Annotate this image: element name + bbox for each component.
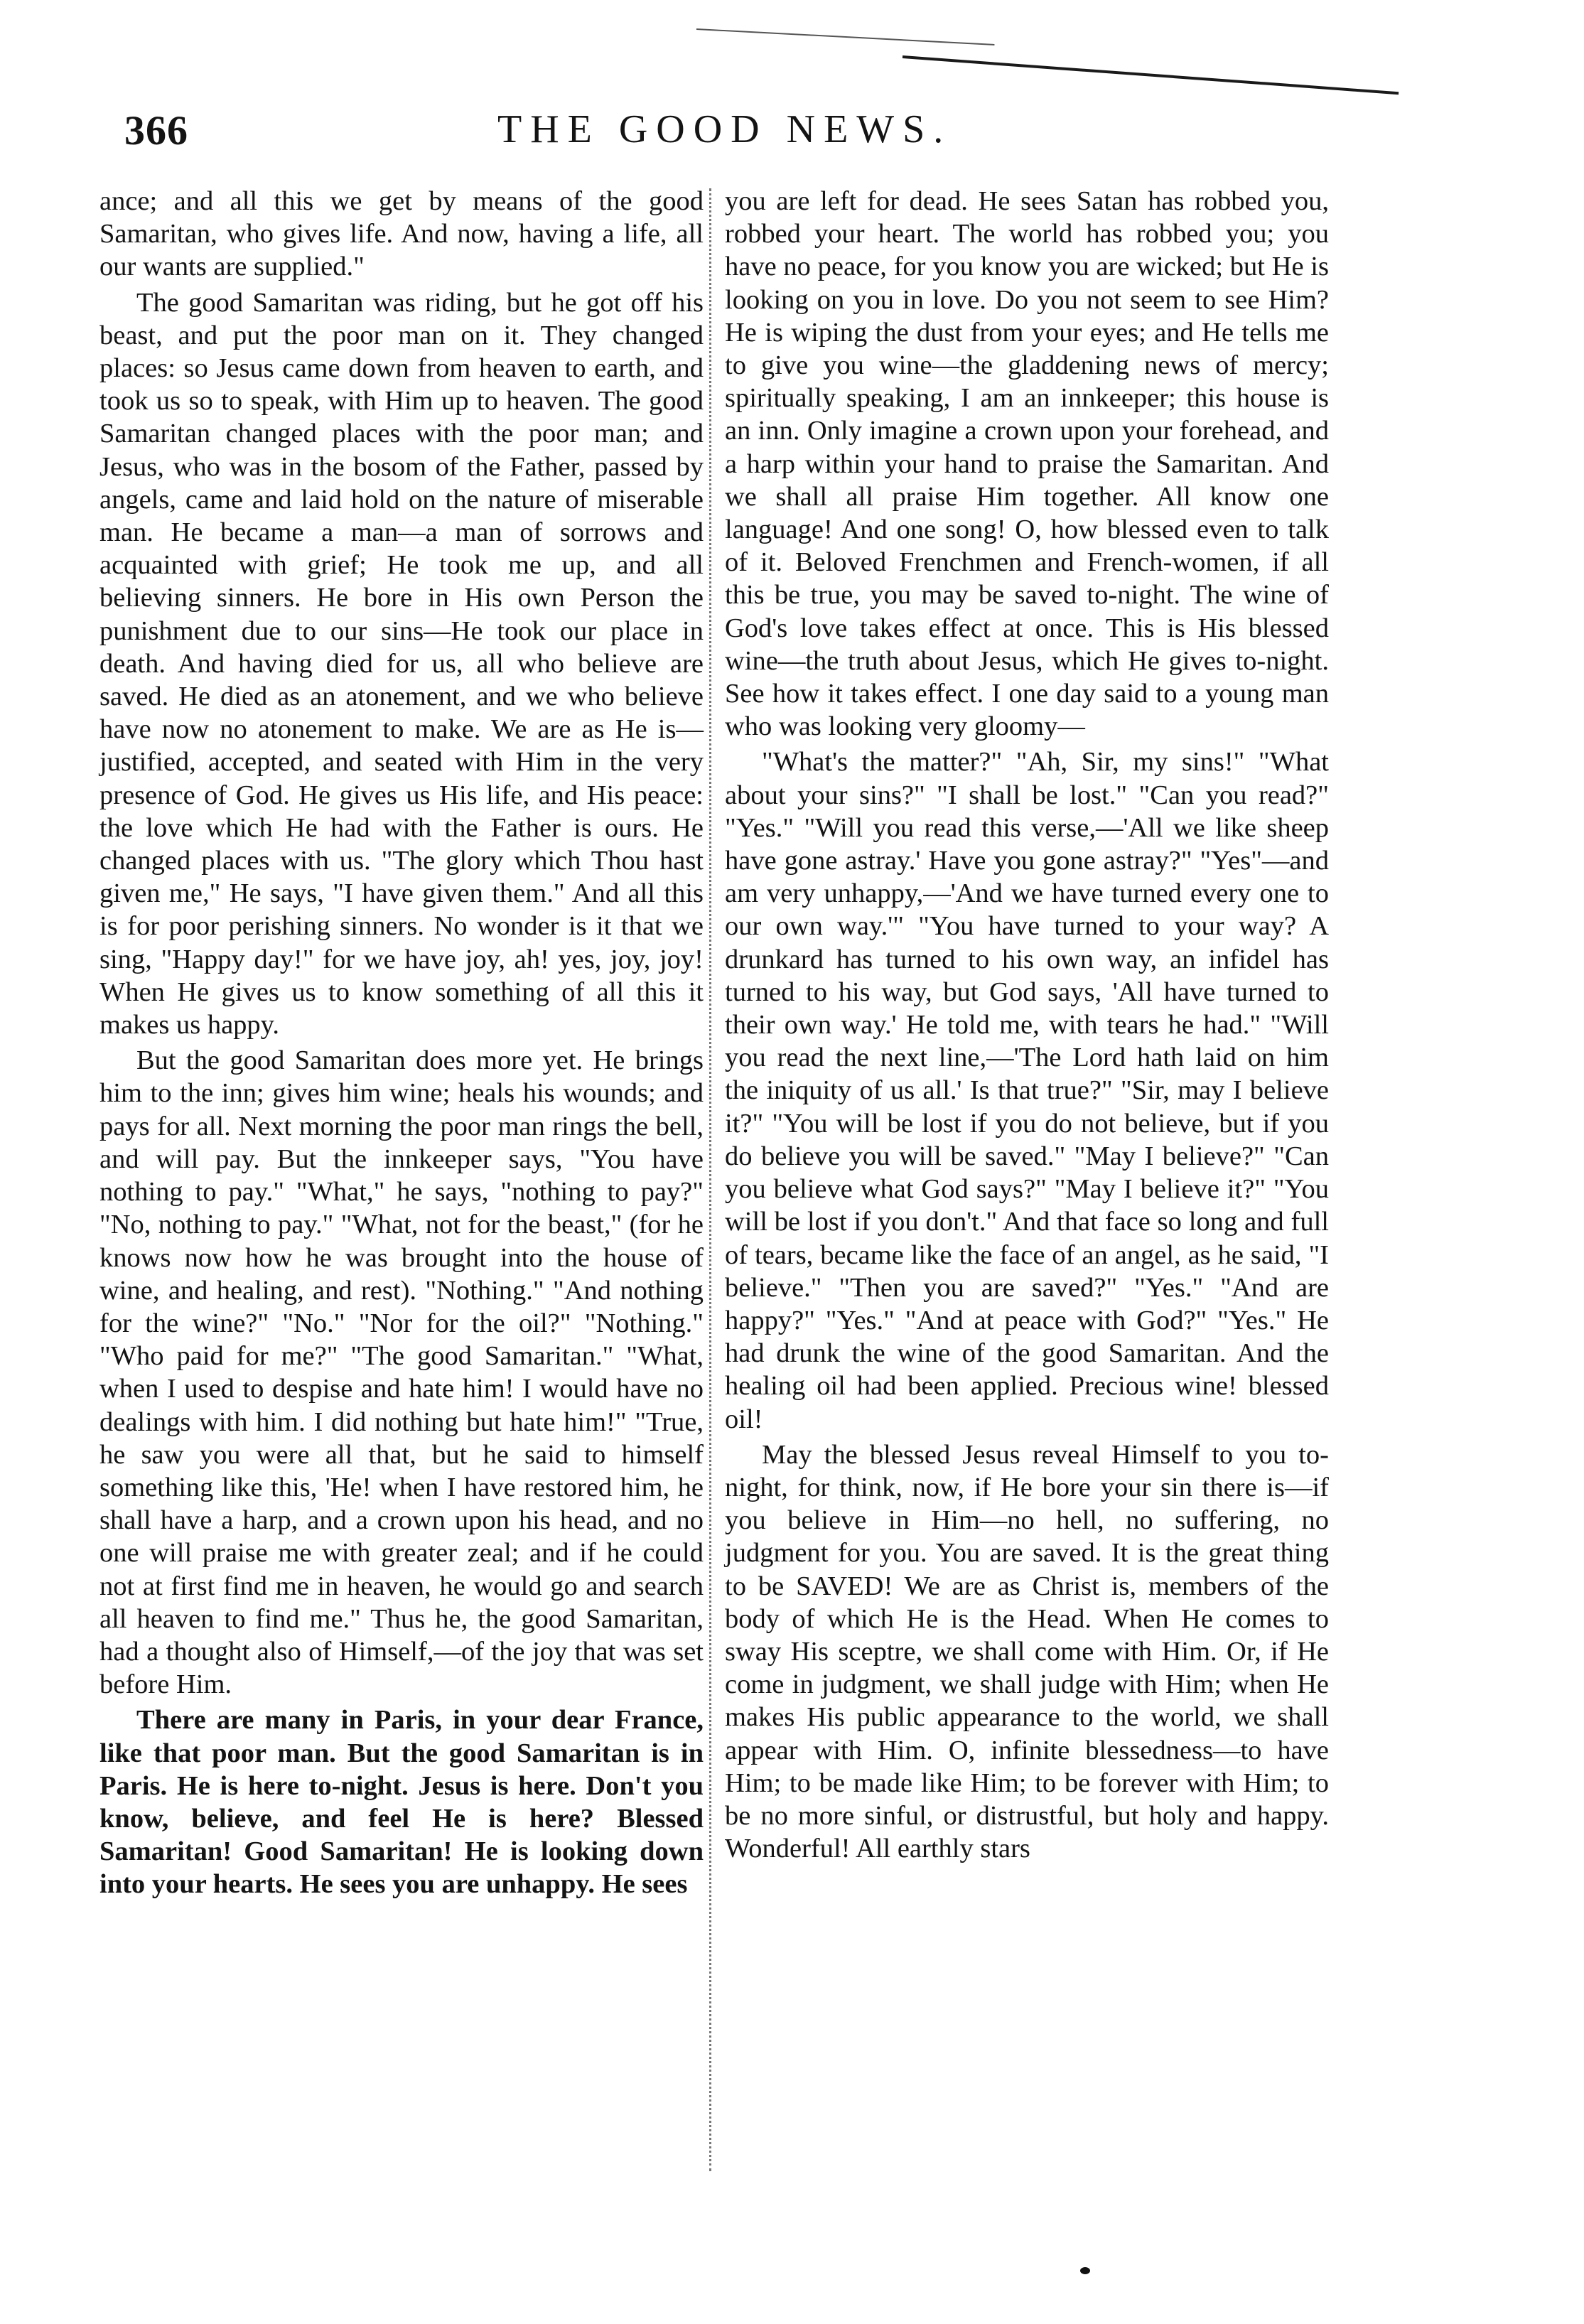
ink-speck bbox=[1080, 2267, 1090, 2274]
header-rule bbox=[903, 55, 1399, 95]
column-divider bbox=[709, 188, 711, 2171]
paragraph: "What's the matter?" "Ah, Sir, my sins!" "What about your sins?" "I shall be lost." "Can you read?" "Yes." "Will you read this verse,—'All we like sheep have gone astray.' Have you gone astray?" "Yes"—and am very unhappy,—'And we have turned every one to our own way.'" "You have turned to your way? A drunkard has turned to his own way, an infidel has turned to his way, but God says, 'All have turned to their own way.' He told me, with tears he had." "Will you read the next line,—'The Lord hath laid on him the iniquity of us all.' Is that true?" "Sir, may I believe it?" "You will be lost if you do not believe, but if you do believe you will be saved." "May I believe?" "Can you believe what God says?" "May I believe it?" "You will be lost if you don't." And that face so long and full of tears, became like the face of an angel, as he said, "I believe." "Then you are saved?" "Yes." "And are happy?" "Yes." "And at peace with God?" "Yes." He had drunk the wine of the good Samaritan. And the healing oil had been applied. Precious wine! blessed oil! bbox=[725, 747, 1329, 1434]
right-column bbox=[725, 185, 1329, 1865]
journal-title: THE GOOD NEWS. bbox=[497, 107, 952, 151]
paragraph: May the blessed Jesus reveal Himself to you to-night, for think, now, if He bore your sin there is—if you believe in Him—no hell, no suffering, no judgment for you. You are saved. It is the great thing to be SAVED! We are as Christ is, members of the body of which He is the Head. When He comes to sway His sceptre, we shall come with Him. Or, if He come in judgment, we shall judge with Him; when He makes His public appearance to the world, we shall appear with Him. O, infinite blessedness—to have Him; to be made like Him; to be forever with Him; to be no more sinful, or distrustful, but holy and happy. Wonderful! All earthly stars bbox=[725, 1439, 1329, 1864]
left-column bbox=[99, 185, 704, 1901]
paragraph: ance; and all this we get by means of the good Samaritan, who gives life. And now, having a life, all our wants are supplied." bbox=[99, 186, 704, 282]
page-number: 366 bbox=[124, 107, 188, 154]
paragraph: There are many in Paris, in your dear France, like that poor man. But the good Samaritan is in Paris. He is here to-night. Jesus is here. Don't you know, believe, and feel He is here? Blessed Samaritan! Good Samaritan! He is looking down into your hearts. He sees you are unhappy. He sees bbox=[99, 1705, 704, 1900]
paragraph: But the good Samaritan does more yet. He brings him to the inn; gives him wine; heals his wounds; and pays for all. Next morning the poor man rings the bell, and will pay. But the innkeeper says, "You have nothing to pay." "What," he says, "nothing to pay?" "No, nothing to pay." "What, not for the beast," (for he knows now how he was brought into the house of wine, and healing, and rest). "Nothing." "And nothing for the wine?" "No." "Nor for the oil?" "Nothing." "Who paid for me?" "The good Samaritan." "What, when I used to despise and hate him! I would have no dealings with him. I did nothing but hate him!" "True, he saw you were all that, but he said to himself something like this, 'He! when I have restored him, he shall have a harp, and a crown upon his head, and no one will praise me with greater zeal; and if he could not at first find me in heaven, he would go and search all heaven to find me." Thus he, the good Samaritan, had a thought also of Himself,—of the joy that was set before Him. bbox=[99, 1045, 704, 1700]
paragraph: The good Samaritan was riding, but he got off his beast, and put the poor man on it. They changed places: so Jesus came down from heaven to earth, and took us so to speak, with Him up to heaven. The good Samaritan changed places with the poor man; and Jesus, who was in the bosom of the Father, passed by angels, came and laid hold on the nature of miserable man. He became a man—a man of sorrows and acquainted with grief; He took me up, and all believing sinners. He bore in His own Person the punishment due to our sins—He took our place in death. And having died for us, all who believe are saved. He died as an atonement, and we who believe have now no atonement to make. We are as He is—justified, accepted, and seated with Him in the very presence of God. He gives us His life, and His peace: the love which He had with the Father is ours. He changed places with us. "The glory which Thou hast given me," He says, "I have given them." And all this is for poor perishing sinners. No wonder is it that we sing, "Happy day!" for we have joy, ah! yes, joy, joy! When He gives us to know something of all this it makes us happy. bbox=[99, 287, 704, 1040]
page-header bbox=[0, 107, 1584, 171]
paragraph: you are left for dead. He sees Satan has robbed you, robbed your heart. The world has robbed you; you have no peace, for you know you are wicked; but He is looking on you in love. Do you not seem to see Him? He is wiping the dust from your eyes; and He tells me to give you wine—the gladdening news of mercy; spiritually speaking, I am an innkeeper; this house is an inn. Only imagine a crown upon your forehead, and a harp within your hand to praise the Samaritan. And we shall all praise Him together. All know one language! And one song! O, how blessed even to talk of it. Beloved Frenchmen and French-women, if all this be true, you may be saved to-night. The wine of God's love takes effect at once. This is His blessed wine—the truth about Jesus, which He gives to-night. See how it takes effect. I one day said to a young man who was looking very gloomy— bbox=[725, 186, 1329, 742]
top-edge-rule bbox=[696, 28, 995, 45]
